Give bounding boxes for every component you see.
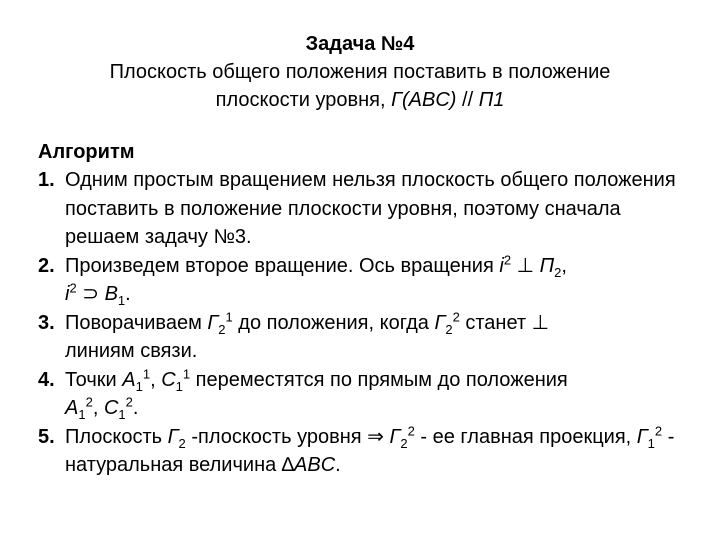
list-item xyxy=(38,309,698,366)
task-statement-prefix: плоскости уровня, xyxy=(215,89,392,111)
plane-gamma-superscript: 2 xyxy=(452,308,460,324)
triangle-symbol: ∆ xyxy=(281,454,295,476)
comma: , xyxy=(92,397,104,419)
plane-gamma-subscript: 2 xyxy=(178,435,186,451)
axis-i: i xyxy=(499,254,504,277)
plane-gamma-subscript: 1 xyxy=(647,435,655,451)
period: . xyxy=(132,397,139,419)
item-number: 5. xyxy=(38,425,55,448)
task-statement-line-2 xyxy=(0,86,720,114)
plane-gamma: Г xyxy=(636,425,648,448)
point-b: B xyxy=(104,283,118,305)
point-c-subscript: 1 xyxy=(118,407,126,422)
item-text: Точки xyxy=(65,368,123,391)
period: . xyxy=(335,454,341,476)
comma: , xyxy=(561,254,567,277)
point-a-superscript: 1 xyxy=(142,365,151,381)
point-a: A xyxy=(65,397,79,419)
perpendicular-symbol: ⊥ xyxy=(531,311,550,334)
plane-gamma: Г xyxy=(207,311,219,334)
point-c-superscript: 2 xyxy=(125,394,133,410)
plane-gamma: Г xyxy=(434,311,446,334)
point-a-subscript: 1 xyxy=(78,407,86,422)
list-item xyxy=(38,252,698,309)
item-text: переместятся по прямым до положения xyxy=(190,368,568,391)
plane-gamma-subscript: 2 xyxy=(218,321,226,337)
axis-i-superscript: 2 xyxy=(503,251,512,267)
section-heading: Алгоритм xyxy=(38,141,135,163)
item-number: 4. xyxy=(38,368,55,391)
task-statement-line-1: Плоскость общего положения поставить в положение xyxy=(109,61,611,83)
contains-symbol: ⊃ xyxy=(82,283,100,305)
item-number: 1. xyxy=(38,169,55,191)
item-text: Произведем второе вращение. Ось вращения xyxy=(65,254,500,277)
plane-gamma-subscript: 2 xyxy=(445,321,453,337)
triangle-abc: ABC xyxy=(294,454,336,476)
algorithm-list xyxy=(38,166,698,480)
plane-pi: П xyxy=(539,254,555,277)
item-text: Поворачиваем xyxy=(65,311,208,334)
slide-title xyxy=(0,30,720,114)
item-text: станет xyxy=(459,311,532,334)
plane-pi-subscript: 2 xyxy=(554,264,562,280)
item-number: 3. xyxy=(38,311,55,334)
point-a-subscript: 1 xyxy=(135,378,143,394)
task-number: Задача №4 xyxy=(305,33,415,55)
point-c-subscript: 1 xyxy=(175,378,183,394)
plane-gamma-subscript: 2 xyxy=(400,435,408,451)
plane-gamma-superscript: 2 xyxy=(407,422,415,438)
item-text: - ее главная проекция, xyxy=(414,425,637,448)
comma: , xyxy=(150,368,162,391)
item-text: -плоскость уровня xyxy=(185,425,368,448)
list-item xyxy=(38,366,698,423)
item-text: линиям связи. xyxy=(65,340,198,362)
point-b-subscript: 1 xyxy=(117,293,126,308)
item-text: - натуральная величина xyxy=(65,425,675,476)
item-text: Одним простым вращением нельзя плоскость общего положения поставить в положение плоскости уровня, поэтому сначала решаем задачу №3. xyxy=(65,169,676,248)
plane-gamma-superscript: 2 xyxy=(654,422,663,438)
point-c: C xyxy=(161,368,176,391)
parallel-symbol: // xyxy=(462,89,474,111)
plane-gamma: Г xyxy=(167,425,179,448)
item-text: до положения, когда xyxy=(232,311,435,334)
point-a: A xyxy=(122,368,136,391)
point-c-superscript: 1 xyxy=(182,365,191,381)
item-text: Плоскость xyxy=(65,425,168,448)
point-c: C xyxy=(103,397,119,419)
axis-i: i xyxy=(65,283,70,305)
point-a-superscript: 2 xyxy=(85,394,93,410)
list-item xyxy=(38,166,698,252)
implies-symbol: ⇒ xyxy=(367,425,384,448)
period: . xyxy=(125,283,131,305)
perpendicular-symbol: ⊥ xyxy=(516,254,535,277)
plane-gamma: Г xyxy=(389,425,401,448)
list-item xyxy=(38,423,698,480)
plane-gamma-superscript: 1 xyxy=(225,308,233,324)
axis-i-superscript: 2 xyxy=(69,280,77,296)
plane-pi1: П1 xyxy=(478,89,505,111)
item-number: 2. xyxy=(38,254,55,277)
plane-gamma-abc: Г(ABC) xyxy=(391,89,457,111)
